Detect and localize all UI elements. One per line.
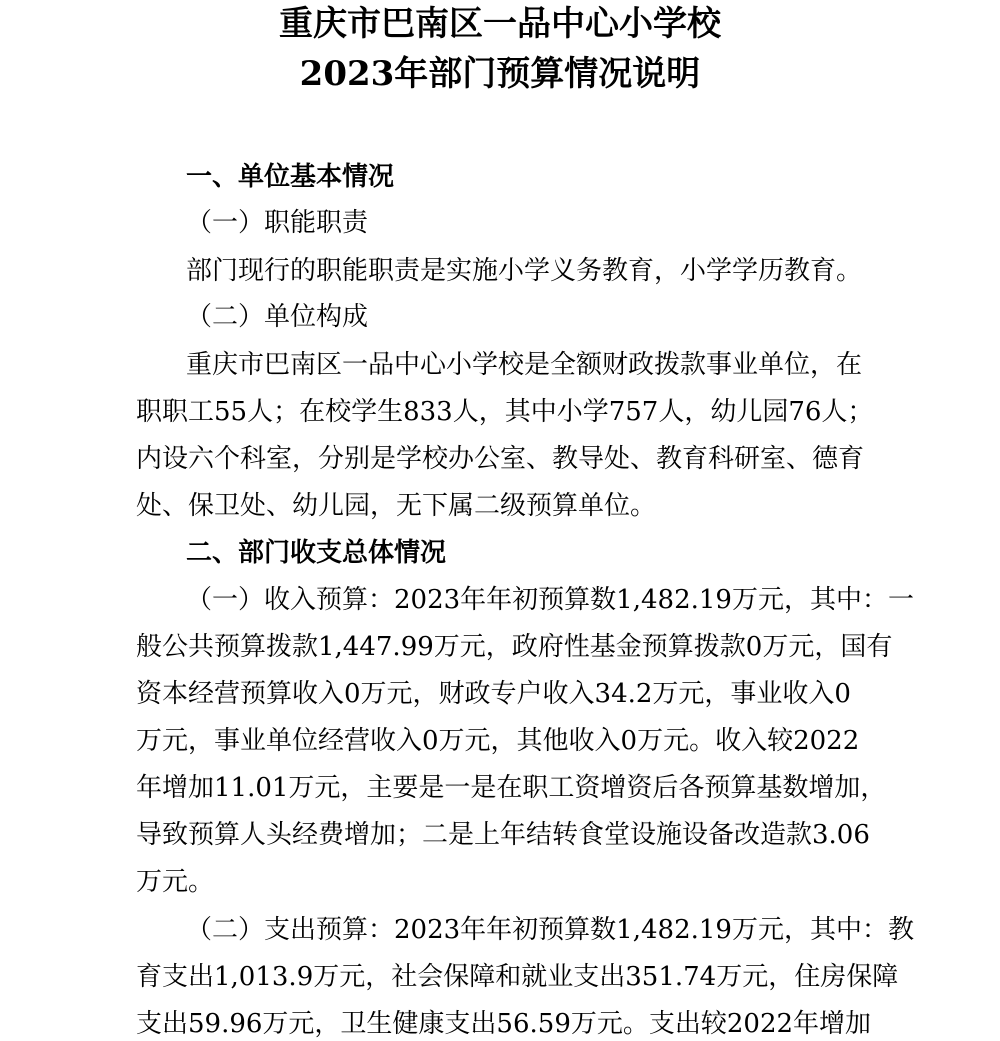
income-paragraph-line: 万元。 [136, 867, 215, 897]
document-title-line-1: 重庆市巴南区一品中心小学校 [279, 4, 721, 44]
expense-paragraph-line: 支出59.96万元，卫生健康支出56.59万元。支出较2022年增加 [136, 1009, 872, 1039]
expense-label: （二）支出预算 [186, 915, 369, 945]
section-1-sub-2-paragraph-line: 内设六个科室，分别是学校办公室、教导处、教育科研室、德育 [136, 444, 865, 474]
section-1-sub-1-heading: （一）职能职责 [186, 208, 369, 238]
section-1-sub-1-paragraph-line: 部门现行的职能职责是实施小学义务教育，小学学历教育。 [186, 256, 863, 286]
section-1-sub-2-paragraph-line: 职职工55人；在校学生833人，其中小学757人，幼儿园76人； [136, 397, 874, 427]
income-paragraph-line: 资本经营预算收入0万元，财政专户收入34.2万元，事业收入0 [136, 679, 851, 709]
income-paragraph-line: 年增加11.01万元，主要是一是在职工资增资后各预算基数增加， [136, 773, 887, 803]
income-label: （一）收入预算 [186, 585, 369, 615]
expense-text: ：2023年年初预算数1,482.19万元，其中：教 [368, 915, 914, 945]
document-title-line-2: 2023年部门预算情况说明 [299, 54, 701, 94]
income-text: ：2023年年初预算数1,482.19万元，其中：一 [368, 585, 914, 615]
expense-paragraph-line [186, 913, 914, 947]
income-paragraph-line: 般公共预算拨款1,447.99万元，政府性基金预算拨款0万元，国有 [136, 632, 893, 662]
section-2-heading: 二、部门收支总体情况 [186, 538, 447, 568]
section-1-sub-2-heading: （二）单位构成 [186, 302, 369, 332]
expense-paragraph-line: 育支出1,013.9万元，社会保障和就业支出351.74万元，住房保障 [136, 962, 899, 992]
section-1-heading: 一、单位基本情况 [186, 162, 395, 192]
section-1-sub-2-paragraph-line: 重庆市巴南区一品中心小学校是全额财政拨款事业单位，在 [186, 350, 863, 380]
income-paragraph-line: 万元，事业单位经营收入0万元，其他收入0万元。收入较2022 [136, 726, 860, 756]
income-paragraph-line: 导致预算人头经费增加；二是上年结转食堂设施设备改造款3.06 [136, 820, 870, 850]
income-paragraph-line [186, 583, 914, 617]
section-1-sub-2-paragraph-line: 处、保卫处、幼儿园，无下属二级预算单位。 [136, 491, 657, 521]
